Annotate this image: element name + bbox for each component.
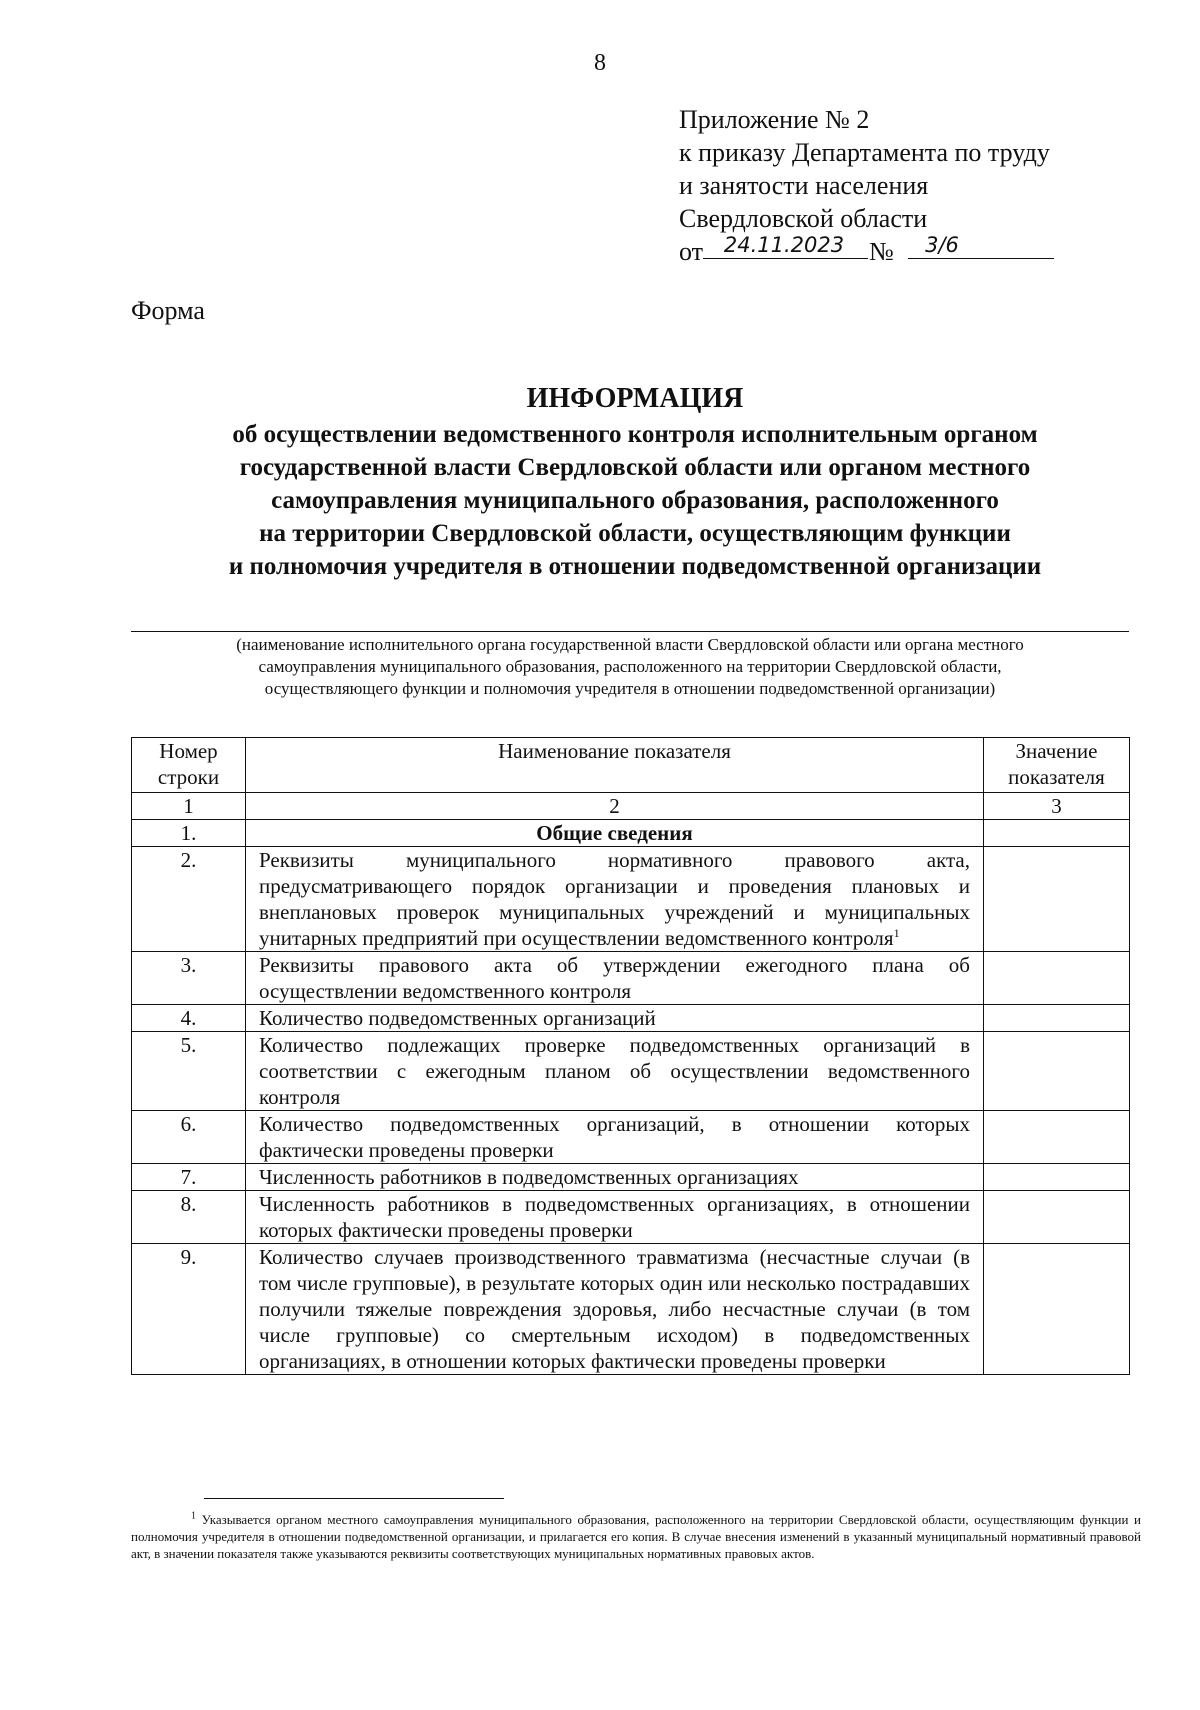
indicator-text: Количество подлежащих проверке подведомственных организаций в соответствии с ежегодным планом об осуществлении ведомственного контроля: [259, 1033, 970, 1109]
handwritten-date: 24.11.2023: [723, 233, 845, 257]
indicator-name: [246, 1005, 984, 1032]
row-number: 5.: [132, 1032, 246, 1111]
indicator-value: [984, 1191, 1130, 1244]
caption-line: осуществляющего функции и полномочия учредителя в отношении подведомственной организации): [264, 679, 996, 698]
header-indicator-value: Значение показателя: [984, 738, 1130, 793]
organization-caption: [131, 634, 1129, 700]
document-title: ИНФОРМАЦИЯ: [526, 383, 744, 414]
indicator-text: Численность работников в подведомственных организациях, в отношении которых фактически проведены проверки: [259, 1192, 970, 1242]
subtitle-line: и полномочия учредителя в отношении подведомственной организации: [228, 553, 1042, 580]
subtitle-line: государственной власти Свердловской области или органом местного: [239, 454, 1031, 481]
date-prefix: от: [679, 237, 704, 266]
indicator-value: [984, 1005, 1130, 1032]
indicator-value: [984, 847, 1130, 952]
indicator-name: [246, 1032, 984, 1111]
indicators-table: [131, 737, 1130, 1375]
indicator-value: [984, 1244, 1130, 1375]
appendix-line: и занятости населения: [679, 171, 929, 200]
appendix-line: к приказу Департамента по труду: [679, 138, 1050, 167]
table-row: [132, 1111, 1130, 1164]
column-number: 3: [984, 793, 1130, 820]
date-underline: [703, 258, 868, 259]
form-label: Форма: [131, 296, 205, 325]
footnote-reference: 1: [893, 926, 900, 940]
appendix-line: Свердловской области: [679, 204, 928, 233]
page-number: 8: [594, 50, 606, 76]
table-header-row: [132, 738, 1130, 793]
table-row: [132, 1191, 1130, 1244]
table-row: [132, 820, 1130, 847]
indicator-name: [246, 1244, 984, 1375]
footnote: [131, 1511, 1141, 1562]
row-number: 1.: [132, 820, 246, 847]
row-number: 2.: [132, 847, 246, 952]
row-number: 7.: [132, 1164, 246, 1191]
appendix-line: Приложение № 2: [679, 105, 870, 134]
indicator-text: Количество подведомственных организаций: [259, 1006, 656, 1030]
row-number: 8.: [132, 1191, 246, 1244]
header-indicator-name: Наименование показателя: [246, 738, 984, 793]
document-subtitle: [140, 418, 1130, 583]
indicator-text: Количество подведомственных организаций, в отношении которых фактически проведены проверки: [259, 1112, 970, 1162]
indicator-text: Количество случаев производственного травматизма (несчастные случаи (в том числе групповые), в результате которых один или несколько пострадавших получили тяжелые повреждения здоровья, либо несчастные случаи (в том числе групповые) со смертельным исходом) в подведомственных организациях, в отношении которых фактически проведены проверки: [259, 1245, 970, 1373]
indicator-value: [984, 1111, 1130, 1164]
table-row: [132, 1005, 1130, 1032]
indicator-text: Реквизиты муниципального нормативного правового акта, предусматривающего порядок организации и проведения плановых и внеплановых проверок муниципальных учреждений и муниципальных унитарных предприятий при осуществлении ведомственного контроля: [259, 848, 970, 950]
indicator-name: [246, 820, 984, 847]
number-underline: [908, 258, 1054, 259]
footnote-separator: [204, 1498, 504, 1499]
indicator-value: [984, 952, 1130, 1005]
table-row: [132, 1244, 1130, 1375]
row-number: 6.: [132, 1111, 246, 1164]
table-row: [132, 1032, 1130, 1111]
indicator-name: [246, 1164, 984, 1191]
indicator-name: [246, 952, 984, 1005]
row-number: 3.: [132, 952, 246, 1005]
subtitle-line: об осуществлении ведомственного контроля исполнительным органом: [232, 421, 1038, 448]
handwritten-number: 3/6: [925, 233, 959, 257]
column-number: 1: [132, 793, 246, 820]
indicator-name: [246, 1191, 984, 1244]
table-row: [132, 1164, 1130, 1191]
caption-line: (наименование исполнительного органа государственной власти Свердловской области или органа местного: [236, 635, 1024, 654]
column-number: 2: [246, 793, 984, 820]
indicator-value: [984, 1164, 1130, 1191]
table-row: [132, 952, 1130, 1005]
indicator-value: [984, 820, 1130, 847]
subtitle-line: самоуправления муниципального образования, расположенного: [271, 487, 999, 514]
organization-name-line: [131, 631, 1129, 632]
indicator-text: Реквизиты правового акта об утверждении ежегодного плана об осуществлении ведомственного контроля: [259, 953, 970, 1003]
indicator-text: Общие сведения: [536, 821, 693, 845]
subtitle-line: на территории Свердловской области, осуществляющим функции: [259, 520, 1011, 547]
caption-line: самоуправления муниципального образования, расположенного на территории Свердловской области,: [258, 657, 1002, 676]
row-number: 4.: [132, 1005, 246, 1032]
column-number-row: [132, 793, 1130, 820]
header-row-number: Номер строки: [132, 738, 246, 793]
number-sign: №: [869, 237, 894, 266]
indicator-name: [246, 1111, 984, 1164]
footnote-mark: 1: [191, 1510, 196, 1522]
footnote-text: Указывается органом местного самоуправления муниципального образования, расположенного на территории Свердловской области, осуществляющим функции и полномочия учредителя в отношении подведомственной организации, и прилагается его копия. В случае внесения изменений в указанный муниципальный нормативный правовой акт, в значении показателя также указываются реквизиты соответствующих муниципальных нормативных правовых актов.: [131, 1512, 1142, 1561]
indicator-name: [246, 847, 984, 952]
indicator-value: [984, 1032, 1130, 1111]
row-number: 9.: [132, 1244, 246, 1375]
table-row: [132, 847, 1130, 952]
indicator-text: Численность работников в подведомственных организациях: [259, 1165, 799, 1189]
